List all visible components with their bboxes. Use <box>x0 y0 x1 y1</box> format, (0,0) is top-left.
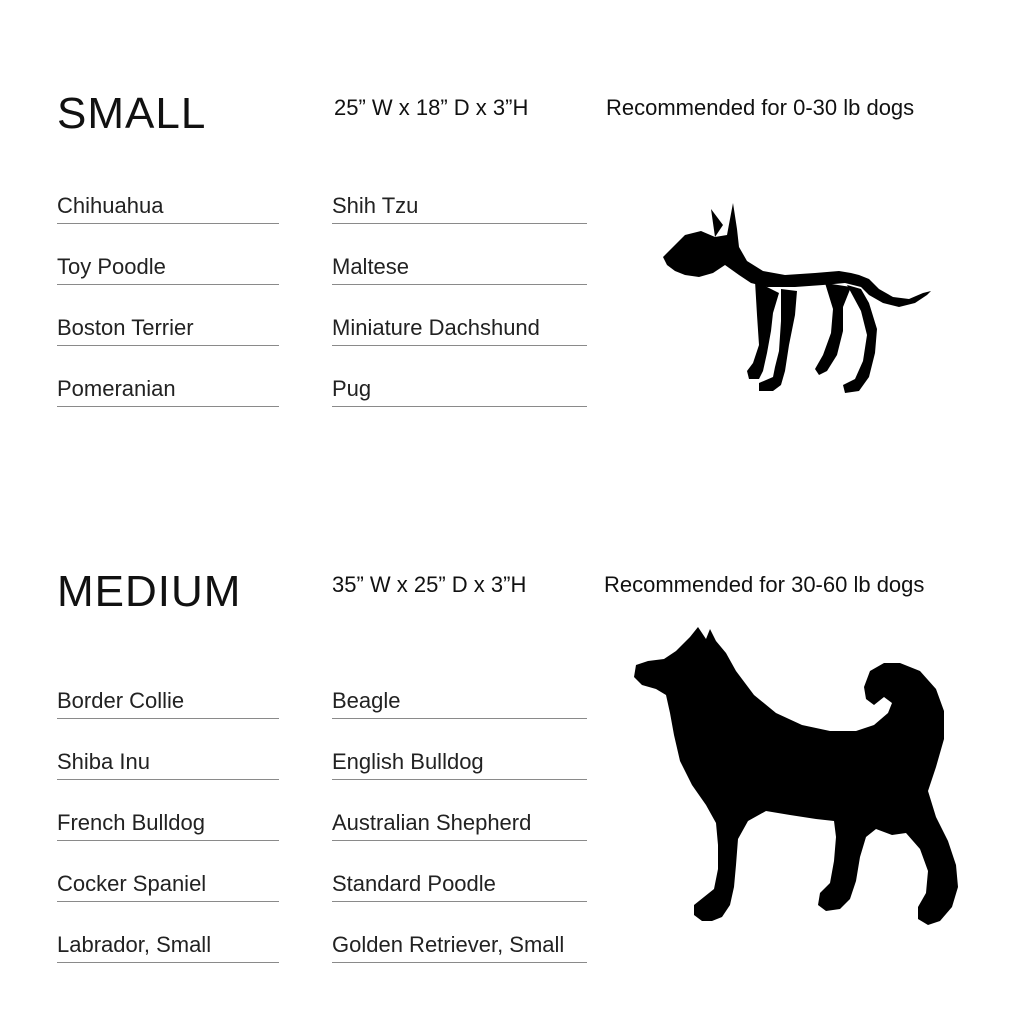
breed-list-item: Shiba Inu <box>57 720 279 780</box>
breed-list-item: Toy Poodle <box>57 225 279 285</box>
breed-list-item: Standard Poodle <box>332 842 587 902</box>
breed-list-item: Australian Shepherd <box>332 781 587 841</box>
breed-list-item: Pug <box>332 347 587 407</box>
breed-list-item: Chihuahua <box>57 164 279 224</box>
breed-list-item: Maltese <box>332 225 587 285</box>
small-dimensions: 25” W x 18” D x 3”H <box>334 95 529 120</box>
medium-recommendation: Recommended for 30-60 lb dogs <box>604 572 925 597</box>
small-recommendation: Recommended for 0-30 lb dogs <box>606 95 915 120</box>
breed-list-item: Labrador, Small <box>57 903 279 963</box>
medium-size-title: MEDIUM <box>57 567 242 616</box>
breed-list-item: Cocker Spaniel <box>57 842 279 902</box>
small-size-title: SMALL <box>57 89 207 138</box>
medium-dimensions: 35” W x 25” D x 3”H <box>332 572 527 597</box>
medium-size-section <box>0 480 1024 1024</box>
breed-list-item: Pomeranian <box>57 347 279 407</box>
breed-list-item: Miniature Dachshund <box>332 286 587 346</box>
breed-list-item: Boston Terrier <box>57 286 279 346</box>
breed-list-item: English Bulldog <box>332 720 587 780</box>
breed-list-item: Shih Tzu <box>332 164 587 224</box>
small-dog-silhouette-icon <box>655 195 940 405</box>
medium-dog-silhouette-icon <box>630 625 965 930</box>
breed-list-item: French Bulldog <box>57 781 279 841</box>
breed-list-item: Beagle <box>332 659 587 719</box>
breed-list-item: Golden Retriever, Small <box>332 903 587 963</box>
small-size-section <box>0 0 1024 480</box>
breed-list-item: Border Collie <box>57 659 279 719</box>
